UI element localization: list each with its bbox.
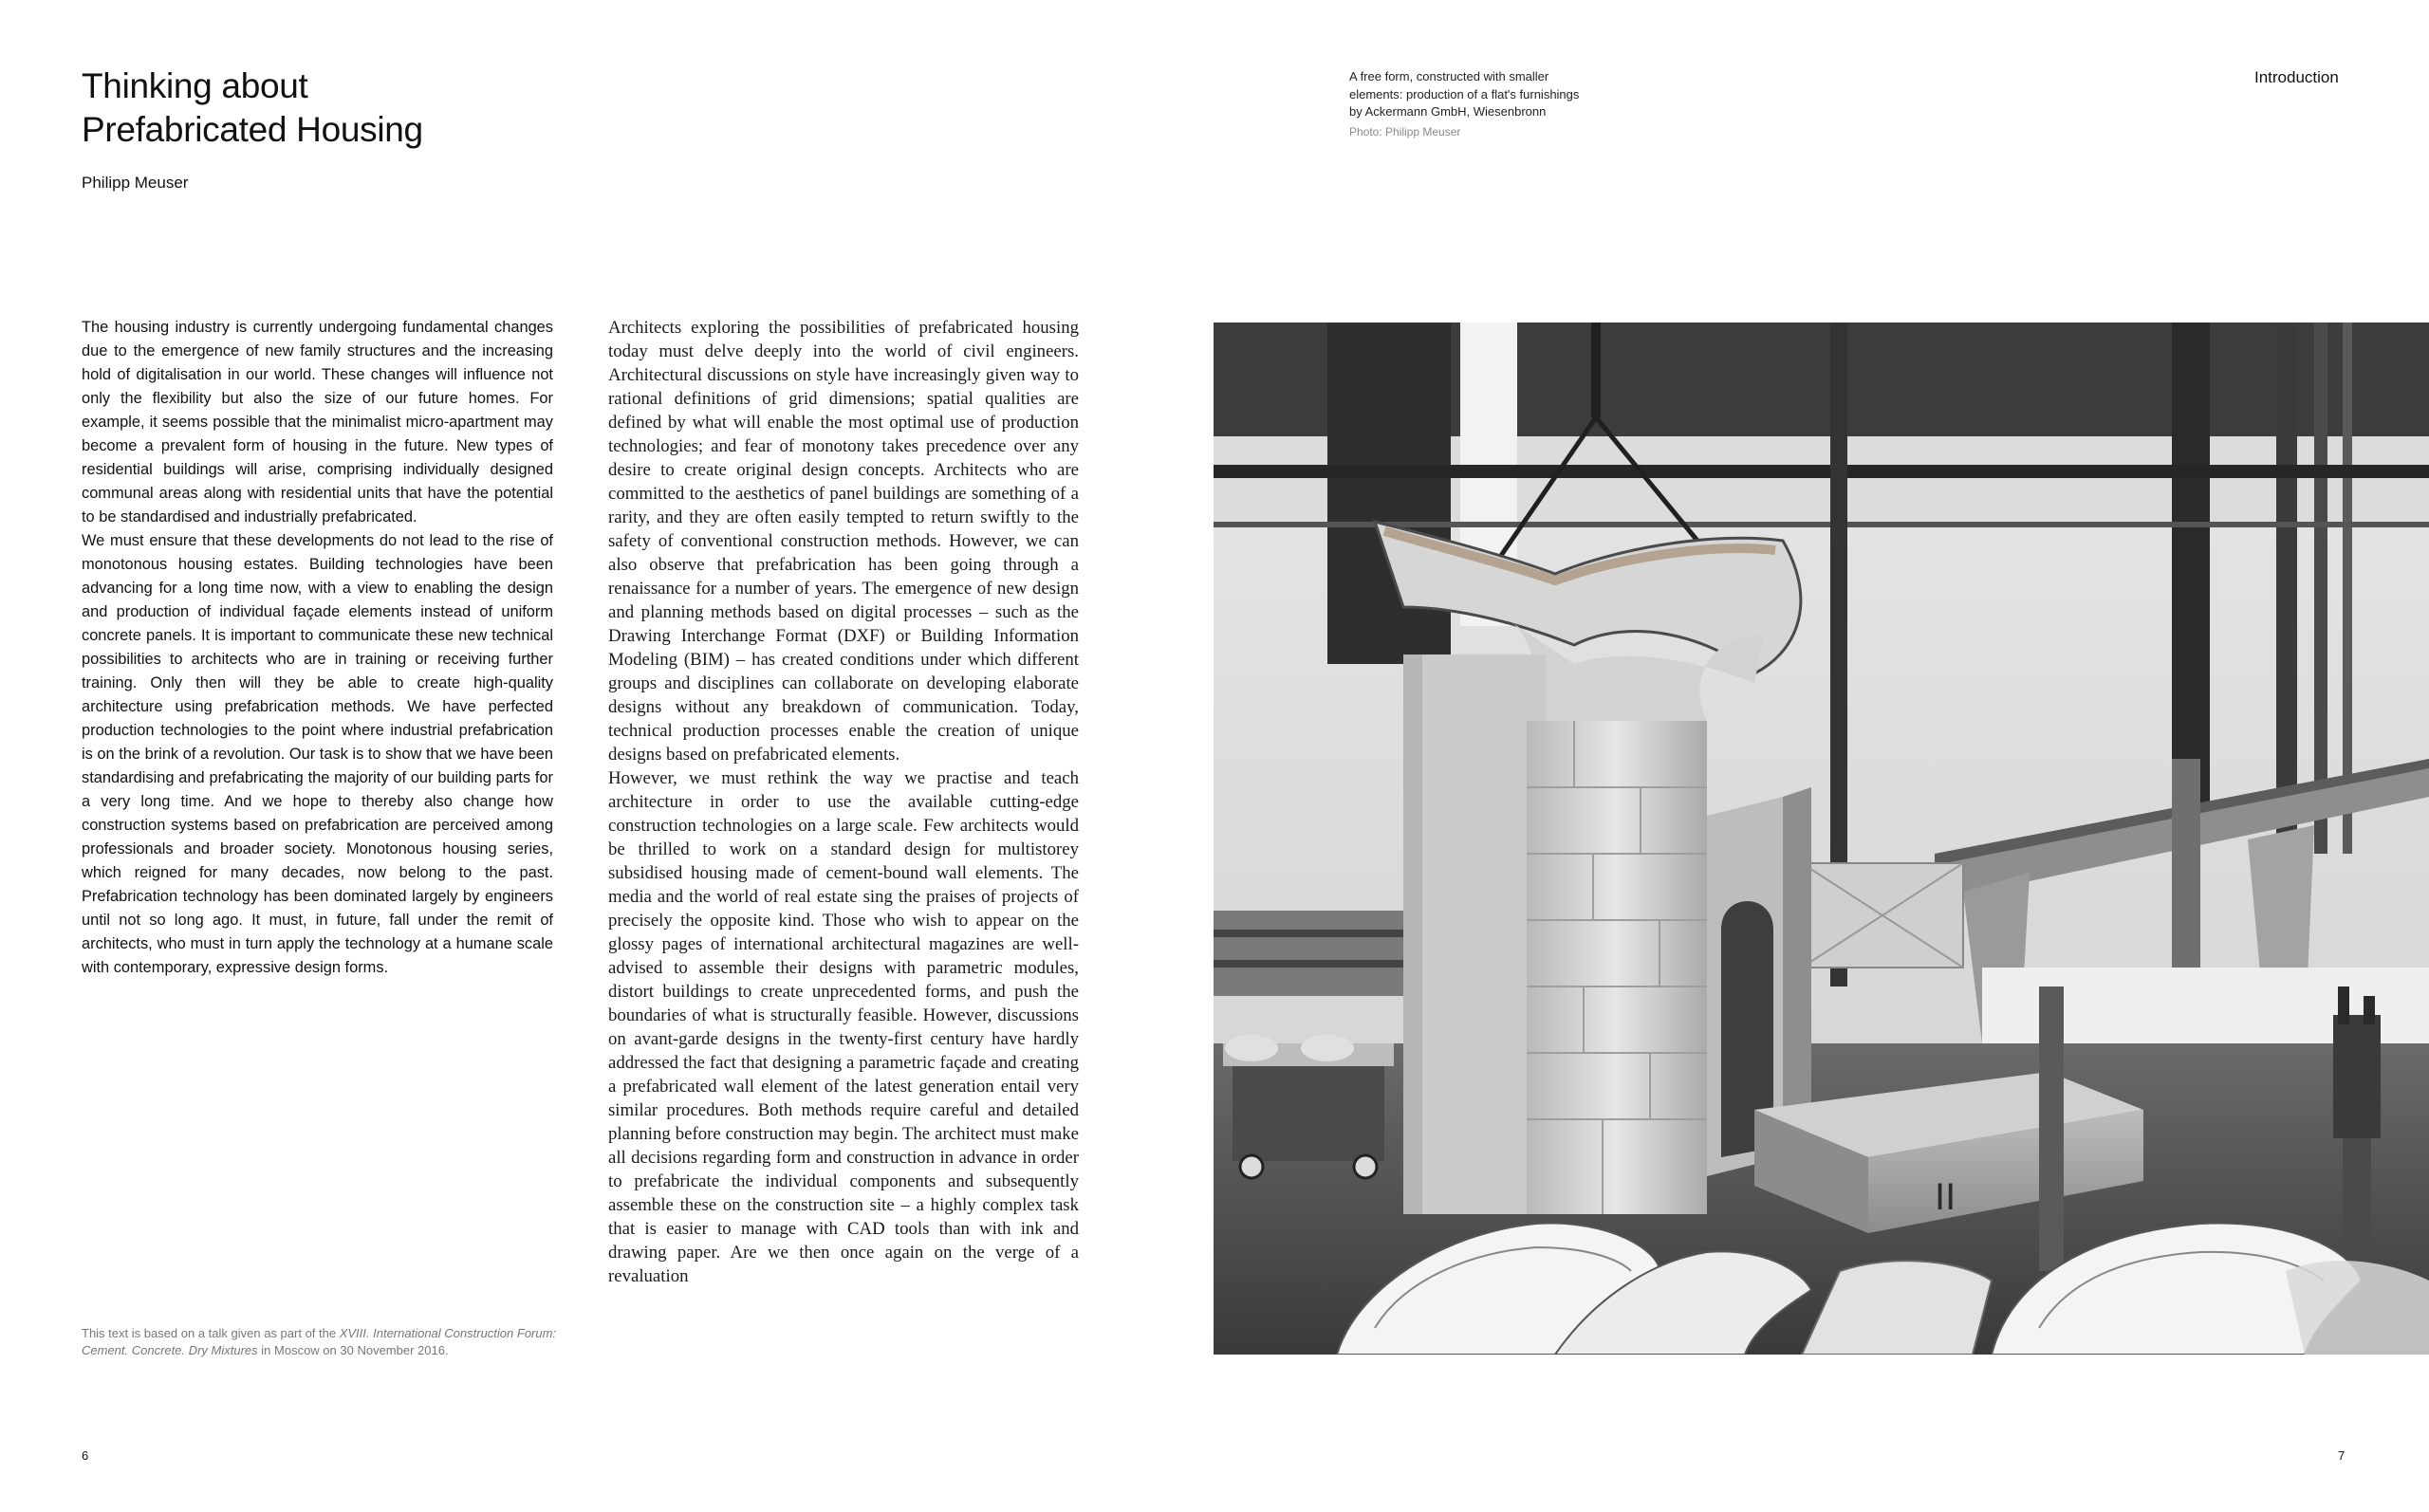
chapter-title-line-1: Thinking about bbox=[82, 66, 308, 105]
serif-paragraph-2: However, we must rethink the way we practise and teach architecture in order to use the available cutting-edge construction technologies on a large scale. Few architects would be thrilled to work on a standard design for multistorey subsidised housing made of cement-bound wall elements. The media and the world of real estate sing the praises of projects of precisely the opposite kind. Those who wish to appear on the glossy pages of international architectural magazines are well-advised to assemble their designs with parametric modules, distort buildings to create unprecedented forms, and push the boundaries of what is structurally feasible. However, discussions on avant-garde designs in the twenty-first century have hardly addressed the fact that designing a parametric façade and creating a prefabricated wall element of the latest generation entail very similar procedures. Both methods require careful and detailed planning before construction may begin. The architect must make all decisions regarding form and construction in advance in order to prefabricate the individual components and subsequently assemble these on the construction site – a highly complex task that is easier to manage with CAD tools than with ink and drawing paper. Are we then once again on the verge of a revaluation bbox=[608, 768, 1079, 1286]
chapter-title bbox=[82, 65, 423, 152]
chapter-title-line-2: Prefabricated Housing bbox=[82, 110, 423, 149]
left-page bbox=[0, 0, 1214, 1512]
page-number-left: 6 bbox=[82, 1448, 89, 1463]
serif-paragraph-1: Architects exploring the possibilities of prefabricated housing today must delve deeply into the world of civil engineers. Architectural discussions on style have increasingly given way to rational definitions of grid dimensions; spatial qualities are defined by what will enable the most optimal use of production technologies; and fear of monotony takes precedence over any desire to create original design concepts. Architects who are committed to the aesthetics of panel buildings are something of a rarity, and they are often easily tempted to return swiftly to the safety of conventional construction methods. However, we can also observe that prefabrication has been going through a renaissance for a number of years. The emergence of new design and planning methods based on digital processes – such as the Drawing Interchange Format (DXF) or Building Information Modeling (BIM) – has created conditions under which different groups and disciplines can collaborate on developing elaborate designs without any breakdown of communication. Today, technical production processes enable the creation of unique designs based on prefabricated elements. bbox=[608, 318, 1079, 765]
sans-paragraph-2: We must ensure that these developments do not lead to the rise of monotonous housing estates. Building technologies have been advancing for a long time now, with a view to enabling the design and production of individual façade elements instead of uniform concrete panels. It is important to communicate these new technical possibilities to architects who are in training or receiving further training. Only then will they be able to create high-quality architecture using prefabrication methods. We have perfected production technologies to the point where industrial prefabrication is on the brink of a revolution. Our task is to show that we have been standardising and prefabricating the majority of our building parts for a very long time. And we hope to thereby also change how construction systems based on prefabrication are perceived among professionals and broader society. Monotonous housing series, which reigned for many decades, now belong to the past. Prefabrication technology has been dominated largely by engineers until not so long ago. It must, in future, fall under the remit of architects, who must in turn apply the technology at a humane scale with contemporary, expressive design forms. bbox=[82, 532, 553, 976]
photo-caption bbox=[1349, 68, 1634, 140]
caption-line-3: by Ackermann GmbH, Wiesenbronn bbox=[1349, 104, 1547, 119]
section-label: Introduction bbox=[2254, 68, 2339, 86]
footnote-text-end: in Moscow on 30 November 2016. bbox=[257, 1343, 449, 1357]
photo-credit: Photo: Philipp Meuser bbox=[1349, 124, 1461, 138]
page-number-right: 7 bbox=[2338, 1448, 2346, 1463]
serif-text-column bbox=[608, 316, 1079, 1288]
caption-line-2: elements: production of a flat's furnishings bbox=[1349, 86, 1580, 101]
factory-photo-illustration bbox=[1214, 323, 2429, 1355]
svg-text:II: II bbox=[1935, 1176, 1956, 1218]
footnote-event-name: XVIII. International Construction Forum: Cement. Concrete. Dry Mixtures bbox=[82, 1326, 557, 1357]
caption-line-1: A free form, constructed with smaller bbox=[1349, 69, 1549, 83]
footnote-text-start: This text is based on a talk given as part of the bbox=[82, 1326, 340, 1340]
sans-paragraph-1: The housing industry is currently undergoing fundamental changes due to the emergence of new family structures and the increasing hold of digitalisation in our world. These changes will influence not only the flexibility but also the size of our future homes. For example, it seems possible that the minimalist micro-apartment may become a prevalent form of housing in the future. New types of residential buildings will arise, comprising individually designed communal areas along with residential units that have the potential to be standardised and industrially prefabricated. bbox=[82, 319, 553, 526]
author-name: Philipp Meuser bbox=[82, 174, 189, 192]
factory-photo bbox=[1214, 323, 2429, 1355]
sans-text-column bbox=[82, 316, 553, 980]
footnote bbox=[82, 1325, 575, 1359]
